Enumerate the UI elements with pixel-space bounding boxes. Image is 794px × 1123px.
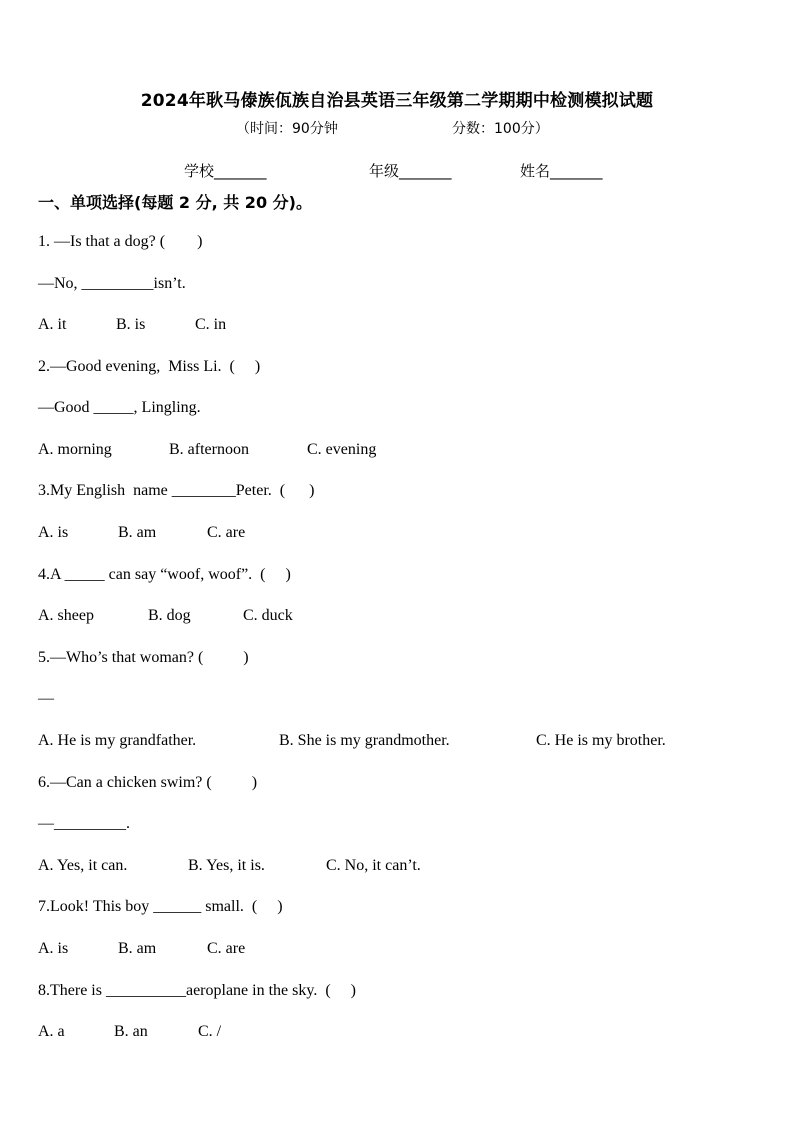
question-1-option-c: C. in: [195, 316, 227, 333]
question-1-answer: —No, _________isn’t.: [38, 275, 186, 292]
question-1-option-a: A. it: [38, 316, 67, 333]
question-7-option-b: B. am: [118, 940, 157, 957]
question-3-prompt: 3.My English name ________Peter. ( ): [38, 482, 315, 499]
question-3-option-b: B. am: [118, 524, 157, 541]
name-field: 姓名_______: [520, 162, 603, 180]
question-7-option-c: C. are: [207, 940, 246, 957]
question-2-prompt: 2.—Good evening, Miss Li. ( ): [38, 358, 261, 375]
question-4-option-b: B. dog: [148, 607, 191, 624]
question-6-answer: —_________.: [38, 815, 130, 832]
question-6-prompt: 6.—Can a chicken swim? ( ): [38, 774, 258, 791]
question-2-option-c: C. evening: [307, 441, 377, 458]
question-4-option-a: A. sheep: [38, 607, 94, 624]
question-4-prompt: 4.A _____ can say “woof, woof”. ( ): [38, 566, 291, 583]
question-5-option-b: B. She is my grandmother.: [279, 732, 450, 749]
question-5-answer: —: [38, 690, 54, 707]
question-2-answer: —Good _____, Lingling.: [38, 399, 201, 416]
question-6-option-c: C. No, it can’t.: [326, 857, 421, 874]
question-1-option-b: B. is: [116, 316, 146, 333]
question-7-option-a: A. is: [38, 940, 69, 957]
question-2-option-a: A. morning: [38, 441, 112, 458]
question-6-option-a: A. Yes, it can.: [38, 857, 128, 874]
school-field: 学校_______: [184, 162, 267, 180]
question-5-option-c: C. He is my brother.: [536, 732, 666, 749]
question-3-option-c: C. are: [207, 524, 246, 541]
question-8-option-b: B. an: [114, 1023, 148, 1040]
section-heading: 一、单项选择(每题 2 分, 共 20 分)。: [38, 193, 312, 212]
exam-score: 分数：100分）: [452, 121, 549, 137]
grade-field: 年级_______: [369, 162, 452, 180]
question-8-option-c: C. /: [198, 1023, 222, 1040]
question-6-option-b: B. Yes, it is.: [188, 857, 265, 874]
question-1-prompt: 1. —Is that a dog? ( ): [38, 233, 203, 250]
question-4-option-c: C. duck: [243, 607, 293, 624]
question-5-prompt: 5.—Who’s that woman? ( ): [38, 649, 249, 666]
question-8-prompt: 8.There is __________aeroplane in the sky. ( ): [38, 982, 356, 999]
exam-time: （时间：90分钟: [236, 121, 338, 137]
exam-title: 2024年耿马傣族佤族自治县英语三年级第二学期期中检测模拟试题: [140, 91, 654, 111]
question-7-prompt: 7.Look! This boy ______ small. ( ): [38, 898, 283, 915]
question-5-option-a: A. He is my grandfather.: [38, 732, 197, 749]
question-3-option-a: A. is: [38, 524, 69, 541]
question-8-option-a: A. a: [38, 1023, 65, 1040]
question-2-option-b: B. afternoon: [169, 441, 249, 458]
